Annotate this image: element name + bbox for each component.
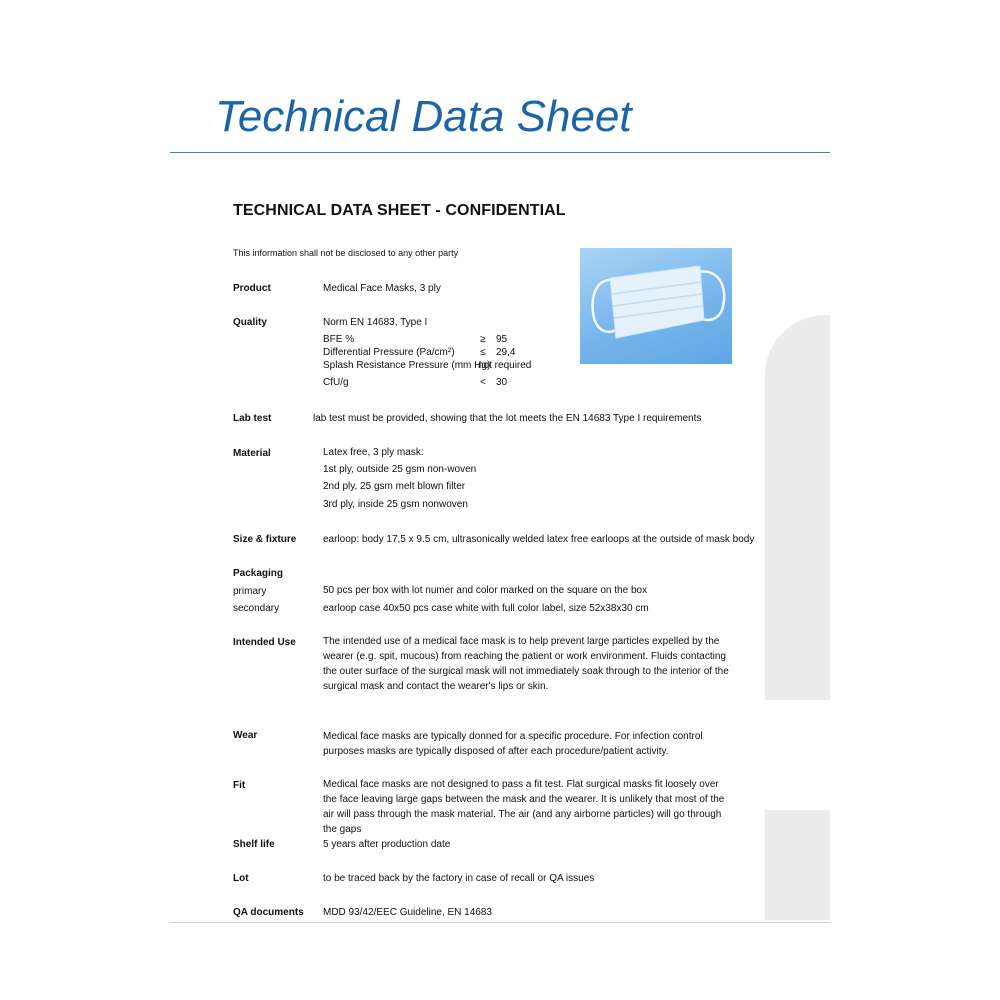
quality-row-value: 29,4 <box>496 347 516 358</box>
quality-row-name: Splash Resistance Pressure (mm Hg) <box>323 360 491 371</box>
product-value: Medical Face Masks, 3 ply <box>323 283 441 294</box>
lot-value: to be traced back by the factory in case of recall or QA issues <box>323 873 595 884</box>
material-line: 3rd ply, inside 25 gsm nonwoven <box>323 499 468 510</box>
material-line: Latex free, 3 ply mask: <box>323 447 424 458</box>
quality-label: Quality <box>233 317 267 328</box>
shelf-life-label: Shelf life <box>233 839 275 850</box>
size-fixture-value: earloop: body 17,5 x 9.5 cm, ultrasonically welded latex free earloops at the outside of mask body <box>323 534 755 545</box>
lab-test-label: Lab test <box>233 413 272 424</box>
material-label: Material <box>233 448 271 459</box>
quality-row-name: BFE % <box>323 334 355 345</box>
packaging-primary-value: 50 pcs per box with lot numer and color marked on the square on the box <box>323 585 648 596</box>
confidentiality-notice: This information shall not be disclosed to any other party <box>233 248 459 258</box>
packaging-secondary-label: secondary <box>233 603 280 614</box>
quality-row-value: not required <box>478 360 532 371</box>
packaging-primary-label: primary <box>233 586 267 597</box>
wear-value: Medical face masks are typically donned for a specific procedure. For infection control purposes masks are typically disposed of after each procedure/patient activity. <box>323 731 703 757</box>
shelf-life-value: 5 years after production date <box>323 839 451 850</box>
intended-use-value: The intended use of a medical face mask is to help prevent large particles expelled by the wearer (e.g. spit, mucous) from reaching the patient or work environment. Fluids contacting the outer surface of the surgical mask will not immediately soak through to the interior of the surgical mask and contact the wearer's lips or skin. <box>323 636 729 692</box>
side-shade-decoration-lower <box>765 810 830 920</box>
lab-test-value: lab test must be provided, showing that the lot meets the EN 14683 Type I requirements <box>313 413 702 424</box>
title-divider <box>170 152 830 153</box>
qa-documents-value: MDD 93/42/EEC Guideline, EN 14683 <box>323 907 492 918</box>
size-fixture-label: Size & fixture <box>233 534 297 545</box>
quality-row-symbol: < <box>480 377 486 388</box>
fit-value: Medical face masks are not designed to pass a fit test. Flat surgical masks fit loosely over the face leaving large gaps between the mask and the wearer. It is unlikely that most of the air will pass through the mask material. The air (and any airborne particles) will go through the gaps <box>323 779 725 835</box>
product-label: Product <box>233 283 271 294</box>
quality-row-symbol: ≥ <box>480 334 486 345</box>
wear-label: Wear <box>233 730 258 741</box>
material-line: 2nd ply, 25 gsm melt blown filter <box>323 481 466 492</box>
face-mask-illustration <box>580 248 732 364</box>
document-heading: TECHNICAL DATA SHEET - CONFIDENTIAL <box>233 202 566 219</box>
lot-label: Lot <box>233 873 249 884</box>
material-line: 1st ply, outside 25 gsm non-woven <box>323 464 477 475</box>
quality-row-value: 95 <box>496 334 508 345</box>
footer-divider <box>170 922 830 923</box>
quality-row-name: CfU/g <box>323 377 349 388</box>
fit-label: Fit <box>233 780 246 791</box>
intended-use-label: Intended Use <box>233 637 296 648</box>
side-shade-decoration <box>765 315 830 700</box>
page-title: Technical Data Sheet <box>215 92 632 141</box>
quality-norm: Norm EN 14683, Type I <box>323 317 428 328</box>
face-mask-image <box>580 248 732 364</box>
quality-row-symbol: ≤ <box>480 347 486 358</box>
packaging-secondary-value: earloop case 40x50 pcs case white with full color label, size 52x38x30 cm <box>323 603 649 614</box>
quality-row-value: 30 <box>496 377 508 388</box>
qa-documents-label: QA documents <box>233 907 304 918</box>
quality-row-name: Differential Pressure (Pa/cm²) <box>323 347 455 358</box>
packaging-label: Packaging <box>233 568 284 579</box>
